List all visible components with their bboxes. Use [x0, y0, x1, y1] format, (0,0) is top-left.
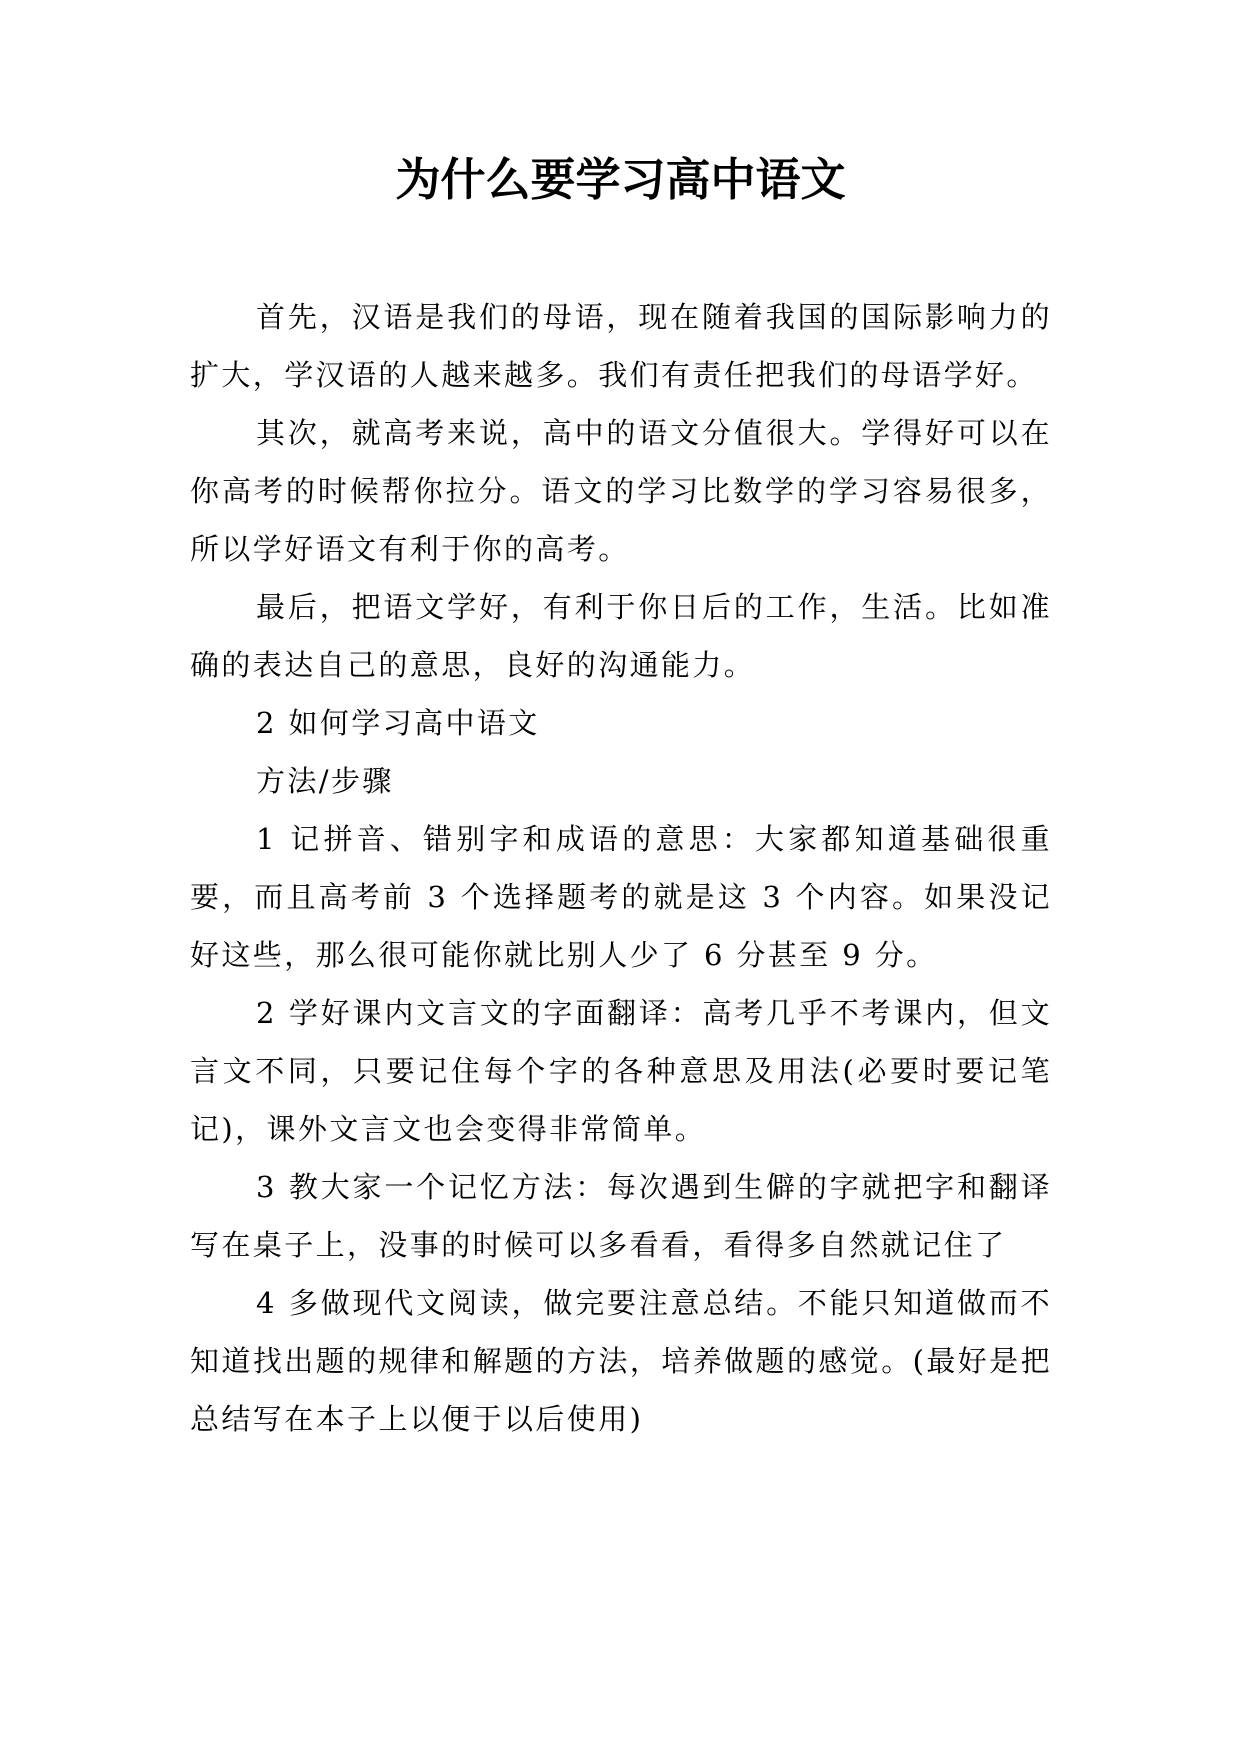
steps-heading: 方法/步骤 — [256, 764, 394, 798]
step-2: 2 学好课内文言文的字面翻译：高考几乎不考课内，但文言文不同，只要记住每个字的各种意思及用法(必要时要记笔记)，课外文言文也会变得非常简单。 — [190, 996, 1052, 1146]
paragraph-intro-last: 最后，把语文学好，有利于你日后的工作，生活。比如准确的表达自己的意思，良好的沟通能力。 — [190, 590, 1052, 682]
step-1: 1 记拼音、错别字和成语的意思：大家都知道基础很重要，而且高考前 3 个选择题考的就是这 3 个内容。如果没记好这些，那么很可能你就比别人少了 6 分甚至 9 分。 — [190, 822, 1052, 972]
step-4: 4 多做现代文阅读，做完要注意总结。不能只知道做而不知道找出题的规律和解题的方法，培养做题的感觉。(最好是把总结写在本子上以便于以后使用) — [190, 1286, 1052, 1436]
paragraph-intro-first: 首先，汉语是我们的母语，现在随着我国的国际影响力的扩大，学汉语的人越来越多。我们有责任把我们的母语学好。 — [190, 300, 1052, 392]
document-body — [190, 288, 1052, 1448]
section-heading: 2 如何学习高中语文 — [256, 706, 540, 740]
step-3: 3 教大家一个记忆方法：每次遇到生僻的字就把字和翻译写在桌子上，没事的时候可以多看看，看得多自然就记住了 — [190, 1170, 1052, 1262]
document-title: 为什么要学习高中语文 — [395, 153, 846, 206]
paragraph-intro-second: 其次，就高考来说，高中的语文分值很大。学得好可以在你高考的时候帮你拉分。语文的学习比数学的学习容易很多，所以学好语文有利于你的高考。 — [190, 416, 1052, 566]
